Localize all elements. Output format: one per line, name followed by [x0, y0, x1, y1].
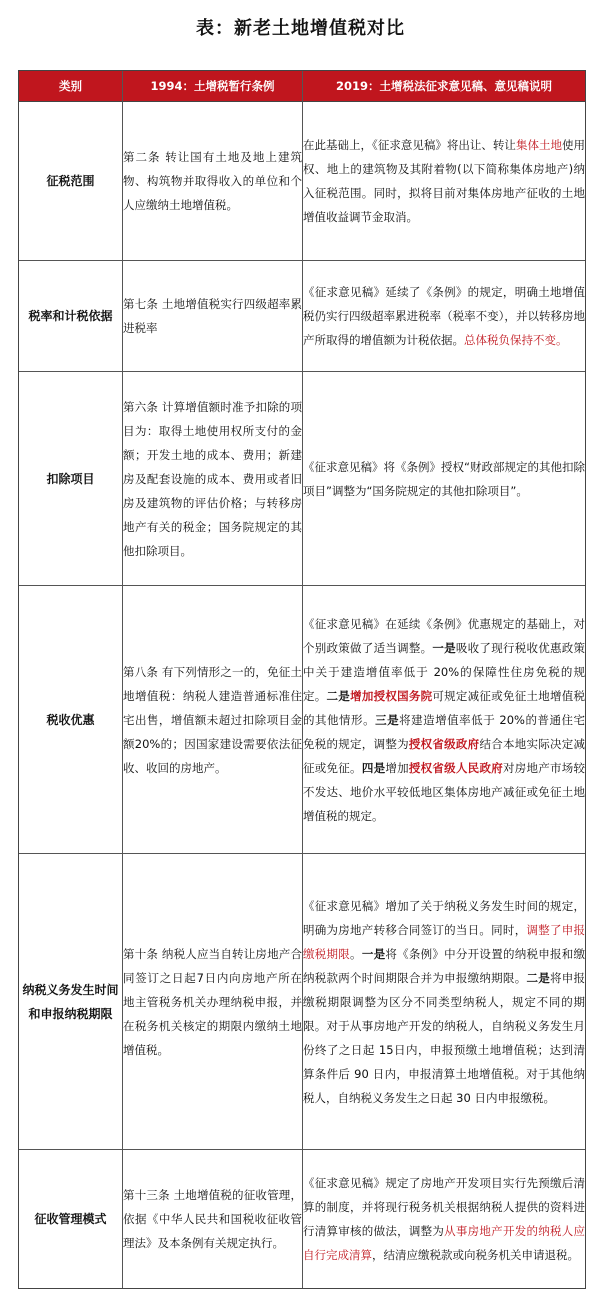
- row-category: 税收优惠: [19, 586, 123, 854]
- new-text-highlight: 调整了申报缴税期限: [303, 922, 586, 961]
- row-new-text: [303, 586, 585, 854]
- row-new-text: [303, 102, 585, 261]
- table-header-row: [19, 71, 585, 102]
- table-row-collection-mode: [19, 1150, 585, 1288]
- row-category: 税率和计税依据: [19, 261, 123, 372]
- row-old-text: 第二条 转让国有土地及地上建筑物、构筑物并取得收入的单位和个人应缴纳土地增值税。: [123, 102, 303, 261]
- new-text-part: 在此基础上，《征求意见稿》将出让、转让: [303, 138, 516, 152]
- table-row-tax-scope: [19, 102, 585, 261]
- new-text-highlight: 从事房地产开发的纳税人应自行完成清算: [303, 1224, 586, 1262]
- header-old-law: 1994：土增税暂行条例: [123, 71, 303, 102]
- comparison-table: [18, 70, 586, 1289]
- row-new-text: [303, 372, 585, 586]
- new-text-highlight: 增加授权国务院: [350, 688, 433, 703]
- new-text-part: 可规定减征或免征土地增值税的其他情形。: [303, 688, 586, 727]
- table-row-deductions: [19, 372, 585, 586]
- row-old-text: 第十条 纳税人应当自转让房地产合同签订之日起7日内向房地产所在地主管税务机关办理纳税申报，并在税务机关核定的期限内缴纳土地增值税。: [123, 854, 303, 1150]
- new-text-part: ，结清应缴税款或向税务机关申请退税。: [372, 1248, 579, 1262]
- new-text-part: 结合本地实际决定减征或免征。: [303, 736, 586, 775]
- row-new-text: [303, 261, 585, 372]
- new-text-part: 《征求意见稿》延续了《条例》的规定，明确土地增值税仍实行四级超率累进税率（税率不变），并以转移房地产所取得的增值额为计税依据。: [303, 285, 585, 347]
- new-text-highlight: 集体土地: [515, 138, 562, 152]
- row-category: 扣除项目: [19, 372, 123, 586]
- table-row-tax-incentives: [19, 586, 585, 854]
- table-row-filing-period: [19, 854, 585, 1150]
- new-text-part: 《征求意见稿》增加了关于纳税义务发生时间的规定，明确为房地产转移合同签订的当日。同时，: [303, 898, 585, 937]
- page-title: 表：新老土地增值税对比: [196, 18, 405, 39]
- new-text-part: 《征求意见稿》在延续《条例》优惠规定的基础上，对个别政策做了适当调整。: [303, 616, 585, 655]
- new-text-bold: 一是: [432, 640, 456, 655]
- new-text-part: 对房地产市场较不发达、地价水平较低地区集体房地产减征或免征土地增值税的规定。: [303, 760, 586, 823]
- row-old-text: 第八条 有下列情形之一的，免征土地增值税：纳税人建造普通标准住宅出售，增值额未超过扣除项目金额20%的；因国家建设需要依法征收、收回的房地产。: [123, 586, 303, 854]
- new-text-highlight: 总体税负保持不变。: [464, 333, 568, 347]
- row-category: 征收管理模式: [19, 1150, 123, 1288]
- new-text-part: 将建造增值率低于 20%的普通住宅免税的规定，调整为: [303, 712, 586, 751]
- header-new-law: 2019：土增税法征求意见稿、意见稿说明: [303, 71, 585, 102]
- table-row-tax-rate: [19, 261, 585, 372]
- new-text-part: 将申报缴税期限调整为区分不同类型纳税人，规定不同的期限。对于从事房地产开发的纳税人，自纳税义务发生月份终了之日起 15日内，申报预缴土地增值税；达到清算条件后 90 日内，申报清算土地增值税。对于其他纳税人，自纳税义务发生之日起 30 日内申报缴税。: [303, 970, 586, 1105]
- row-old-text: 第十三条 土地增值税的征收管理，依据《中华人民共和国税收征收管理法》及本条例有关规定执行。: [123, 1150, 303, 1288]
- row-new-text: [303, 854, 585, 1150]
- header-category: 类别: [19, 71, 123, 102]
- new-text-bold: 二是: [326, 688, 351, 703]
- row-category: 纳税义务发生时间和申报纳税期限: [19, 854, 123, 1150]
- new-text-highlight: 授权省级人民政府: [408, 760, 503, 775]
- new-text-part: 吸收了现行税收优惠政策中关于建造增值率低于 20%的保障性住房免税的规定。: [303, 640, 586, 703]
- new-text-bold: 三是: [375, 712, 400, 727]
- new-text-part: 增加: [385, 760, 409, 775]
- row-old-text: 第六条 计算增值额时准予扣除的项目为：取得土地使用权所支付的金额；开发土地的成本、费用；新建房及配套设施的成本、费用或者旧房及建筑物的评估价格；与转移房地产有关的税金；国务院规定的其他扣除项目。: [123, 372, 303, 586]
- new-text-part: 。: [350, 946, 362, 961]
- new-text-part: 使用权、地上的建筑物及其附着物(以下简称集体房地产)纳入征税范围。同时，拟将目前对集体房地产征收的土地增值收益调节金取消。: [303, 138, 586, 224]
- new-text-part: 《征求意见稿》规定了房地产开发项目实行先预缴后清算的制度，并将现行税务机关根据纳税人提供的资料进行清算审核的做法，调整为: [303, 1176, 585, 1238]
- row-old-text: 第七条 土地增值税实行四级超率累进税率: [123, 261, 303, 372]
- new-text-bold: 一是: [361, 946, 386, 961]
- new-text-bold: 二是: [526, 970, 550, 985]
- new-text-highlight: 授权省级政府: [408, 736, 480, 751]
- new-text-part: 《征求意见稿》将《条例》授权“财政部规定的其他扣除项目”调整为“国务院规定的其他扣除项目”。: [303, 459, 585, 498]
- row-new-text: [303, 1150, 585, 1288]
- row-category: 征税范围: [19, 102, 123, 261]
- new-text-bold: 四是: [361, 760, 386, 775]
- new-text-part: 将《条例》中分开设置的纳税申报和缴纳税款两个时间期限合并为申报缴纳期限。: [303, 946, 586, 985]
